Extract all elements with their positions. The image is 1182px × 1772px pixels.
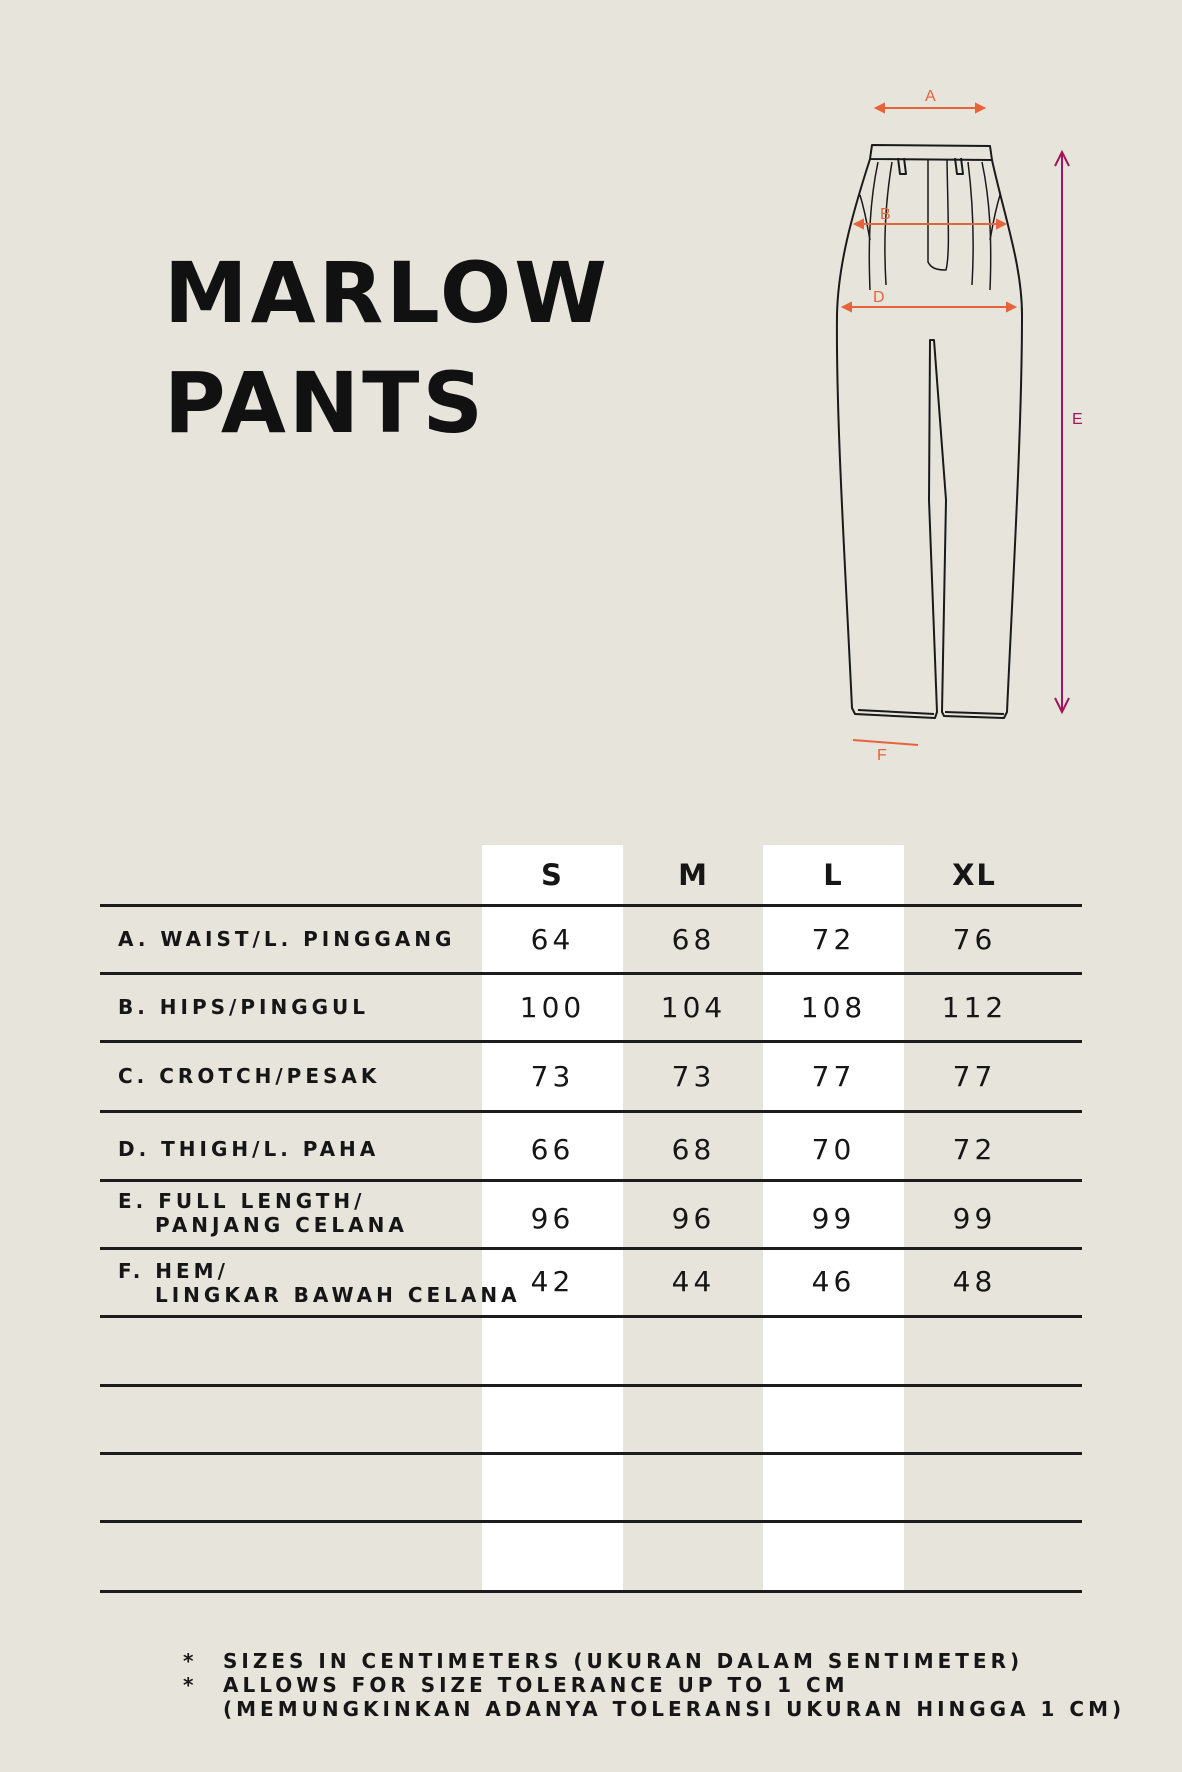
note-1: * SIZES IN CENTIMETERS (UKURAN DALAM SENTIMETER) bbox=[183, 1649, 1024, 1673]
size-header-m: M bbox=[678, 858, 709, 892]
table-row-thigh bbox=[100, 1113, 1082, 1179]
size-header-xl: XL bbox=[952, 858, 997, 892]
value-s: 42 bbox=[530, 1265, 575, 1298]
value-m: 104 bbox=[660, 991, 727, 1024]
value-xl: 72 bbox=[952, 1133, 997, 1166]
value-xl: 77 bbox=[952, 1060, 997, 1093]
note-2: * ALLOWS FOR SIZE TOLERANCE UP TO 1 CM bbox=[183, 1673, 849, 1697]
value-m: 96 bbox=[671, 1202, 716, 1235]
fly bbox=[928, 160, 948, 270]
table-row-crotch bbox=[100, 1043, 1082, 1110]
row-label: A. WAIST/L. PINGGANG bbox=[118, 927, 456, 951]
table-rule bbox=[100, 1315, 1082, 1318]
footnotes bbox=[183, 1649, 1125, 1721]
row-label: E. FULL LENGTH/ PANJANG CELANA bbox=[118, 1189, 408, 1237]
value-xl: 99 bbox=[952, 1202, 997, 1235]
value-m: 44 bbox=[671, 1265, 716, 1298]
title-line-2: PANTS bbox=[164, 354, 486, 452]
label-d: D bbox=[873, 289, 885, 306]
value-s: 64 bbox=[530, 923, 575, 956]
table-row-full-length bbox=[100, 1182, 1082, 1247]
value-m: 68 bbox=[671, 1133, 716, 1166]
row-label: D. THIGH/L. PAHA bbox=[118, 1137, 380, 1161]
label-f: F bbox=[877, 747, 887, 764]
value-s: 73 bbox=[530, 1060, 575, 1093]
pants-diagram bbox=[820, 80, 1100, 770]
table-row-hem bbox=[100, 1250, 1082, 1315]
label-e: E bbox=[1072, 411, 1083, 428]
row-label: B. HIPS/PINGGUL bbox=[118, 995, 370, 1019]
row-label: C. CROTCH/PESAK bbox=[118, 1064, 381, 1088]
waistband bbox=[870, 145, 992, 160]
value-l: 72 bbox=[811, 923, 856, 956]
value-l: 108 bbox=[800, 991, 867, 1024]
value-m: 73 bbox=[671, 1060, 716, 1093]
page-title bbox=[164, 238, 610, 458]
value-xl: 48 bbox=[952, 1265, 997, 1298]
value-l: 46 bbox=[811, 1265, 856, 1298]
value-xl: 112 bbox=[941, 991, 1008, 1024]
value-s: 100 bbox=[519, 991, 586, 1024]
value-s: 66 bbox=[530, 1133, 575, 1166]
table-row-hips bbox=[100, 975, 1082, 1040]
value-s: 96 bbox=[530, 1202, 575, 1235]
pants-outline bbox=[837, 159, 1022, 718]
note-2-translation: (MEMUNGKINKAN ADANYA TOLERANSI UKURAN HINGGA 1 CM) bbox=[223, 1697, 1126, 1721]
label-b: B bbox=[880, 206, 891, 223]
table-rule bbox=[100, 1590, 1082, 1593]
size-header-s: S bbox=[541, 858, 564, 892]
row-label: F. HEM/ LINGKAR BAWAH CELANA bbox=[118, 1259, 521, 1307]
table-rule bbox=[100, 1520, 1082, 1523]
value-m: 68 bbox=[671, 923, 716, 956]
table-row-waist bbox=[100, 907, 1082, 972]
value-l: 99 bbox=[811, 1202, 856, 1235]
size-header-l: L bbox=[823, 858, 844, 892]
title-line-1: MARLOW bbox=[164, 244, 610, 342]
table-rule bbox=[100, 1384, 1082, 1387]
label-a: A bbox=[925, 88, 936, 105]
value-l: 77 bbox=[811, 1060, 856, 1093]
belt-loop-left bbox=[898, 158, 906, 174]
table-rule bbox=[100, 1452, 1082, 1455]
value-xl: 76 bbox=[952, 923, 997, 956]
value-l: 70 bbox=[811, 1133, 856, 1166]
